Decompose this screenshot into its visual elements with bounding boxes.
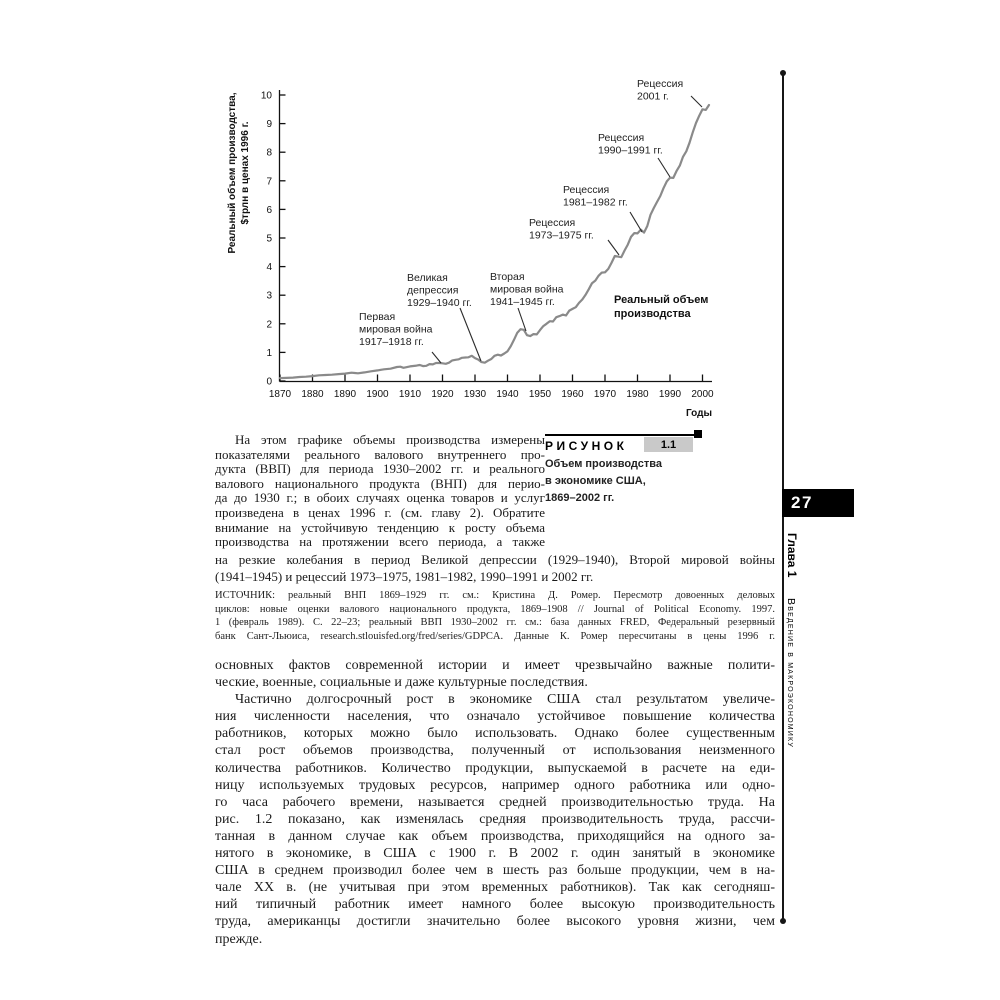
x-tick-label: 2000	[691, 389, 714, 400]
text-line: да до 1930 г.; в обоих случаях оценка товаров и услуг	[215, 490, 545, 506]
text-line: основных фактов современной истории и имеет чрезвычайно важные полити-	[215, 658, 775, 673]
chart-annotation: Рецессия	[637, 78, 684, 90]
text-line: 1 (февраль 1989). С. 22–23; реальный ВВП 1930–2002 гг. см.: база данных FRED, Федеральный резервный	[215, 617, 775, 629]
source-note	[215, 589, 775, 644]
text-line: нятого в экономике, в США с 1900 г. В 2002 г. один занятый в экономике	[215, 846, 775, 862]
y-tick-label: 7	[266, 176, 272, 188]
figure-rule-end-marker	[694, 430, 702, 438]
x-tick-label: 1940	[496, 389, 519, 400]
figure-caption	[545, 456, 715, 507]
text-line: показателями реального валового внутреннего про-	[215, 446, 545, 462]
figure-rule	[545, 434, 698, 436]
y-axis-title	[226, 92, 251, 253]
y-tick-label: 4	[266, 262, 272, 274]
y-tick-label: 6	[266, 204, 272, 216]
annotation-pointer	[460, 308, 481, 361]
text-line: труда, американцы достигли значительно более высокого уровня жизни, чем	[215, 914, 775, 930]
sidebar-rule-top-dot	[780, 70, 786, 76]
svg-text:$трлн в ценах 1996 г.: $трлн в ценах 1996 г.	[240, 121, 251, 225]
text-line: танная в данном случае как объем производства, приходящийся на одного за-	[215, 828, 775, 844]
annotation-pointer	[608, 240, 619, 255]
text-line: прежде.	[215, 931, 263, 947]
x-tick-label: 1930	[463, 389, 487, 400]
chart-annotation: производства	[614, 308, 691, 320]
text-line: го часа рабочего времени, называется средней производительностью труда. На	[215, 794, 775, 810]
y-tick-label: 2	[266, 319, 272, 331]
text-line: банк Сант-Льюиса, research.stlouisfed.org/fred/series/GDPCA. Данные К. Ромер пересчитаны в цены 1996 г.	[215, 631, 775, 643]
paragraph	[215, 691, 775, 947]
text-line: количества работников. Количество продукции, выпускаемой в расчете на еди-	[215, 760, 775, 776]
chart-annotation: Первая	[359, 311, 396, 323]
text-line: в экономике США,	[545, 475, 646, 487]
annotation-pointer	[518, 308, 526, 331]
chart-annotation: 1990–1991 гг.	[598, 144, 663, 157]
chart-annotation: 2001 г.	[637, 90, 669, 103]
chart-annotation: 1929–1940 гг.	[407, 297, 472, 309]
chapter-label: Глава 1	[785, 533, 799, 578]
y-tick-label: 5	[266, 233, 272, 245]
chart-annotation: Реальный объем	[614, 294, 709, 306]
figure-label: РИСУНОК	[545, 439, 628, 453]
annotation-pointer	[432, 352, 441, 363]
chart-annotation: мировая война	[359, 323, 433, 336]
chart-annotation: Великая	[407, 272, 448, 284]
svg-text:Реальный объем производства,: Реальный объем производства,	[227, 92, 238, 254]
chart-annotation: 1973–1975 гг.	[529, 229, 594, 242]
body-text	[215, 657, 775, 948]
x-tick-label: 1950	[528, 389, 552, 400]
x-axis-title: Годы	[685, 408, 712, 419]
chart-annotation: Рецессия	[563, 184, 610, 196]
text-line: ИСТОЧНИК: реальный ВНП 1869–1929 гг. см.: Кристина Д. Ромер. Пересмотр довоенных деловых	[215, 590, 775, 601]
text-line: США в среднем производил более чем в шесть раз больше продукции, чем в на-	[215, 863, 775, 879]
text-line: На этом графике объемы производства измерены	[235, 432, 545, 447]
text-line: ницу используемых трудовых ресурсов, например одного работника или одно-	[215, 777, 775, 793]
text-line: внимание на устойчивую тенденцию к росту объема	[215, 519, 545, 535]
y-tick-label: 9	[266, 119, 272, 131]
page-number: 27	[782, 489, 854, 517]
x-tick-label: 1880	[301, 389, 324, 400]
text-line: на резкие колебания в период Великой депрессии (1929–1940), Второй мировой войны	[215, 552, 775, 567]
annotation-pointer	[691, 96, 702, 107]
chart-annotation: Рецессия	[529, 217, 576, 229]
x-tick-label: 1970	[593, 389, 617, 400]
text-line: Частично долгосрочный рост в экономике США стал результатом увеличе-	[235, 692, 775, 708]
text-line: стал рост объемов производства, полученный от использования неизменного	[215, 743, 775, 759]
x-tick-label: 1900	[366, 389, 389, 400]
chart-annotation: мировая война	[490, 283, 564, 296]
y-tick-label: 1	[266, 347, 272, 359]
y-tick-label: 3	[266, 290, 272, 302]
text-line: Объем производства	[545, 458, 662, 470]
chart-annotation: Вторая	[490, 271, 525, 283]
text-line: 1869–2002 гг.	[545, 492, 615, 504]
text-line: рис. 1.2 показано, как изменялась средняя производительность труда, рассчи-	[215, 811, 775, 827]
text-line: ческие, военные, социальные и даже культурные последствия.	[215, 675, 588, 691]
text-line: циклов: новые оценки валового национального продукта, 1869–1908 // Journal of Political Economy. 1997.	[215, 603, 775, 615]
chart-annotation: 1917–1918 гг.	[359, 336, 424, 348]
x-tick-label: 1990	[658, 389, 682, 400]
annotation-pointer	[658, 158, 670, 177]
sidebar-rule-bottom-dot	[780, 918, 786, 924]
chart-annotation: 1981–1982 гг.	[563, 196, 628, 209]
y-tick-label: 0	[266, 376, 272, 388]
text-line: произведена в ценах 1996 г. (см. главу 2). Обратите	[215, 504, 545, 520]
text-line: валового национального продукта (ВНП) для перио-	[215, 475, 545, 491]
text-line: дукта (ВВП) для периода 1930–2002 гг. и реального	[215, 461, 545, 477]
x-tick-label: 1910	[398, 389, 422, 400]
figure-number-badge: 1.1	[644, 437, 693, 452]
text-line: чале XX в. (не учитывая при этом временных работников). Так как сегодняш-	[215, 880, 775, 896]
chapter-title: Введение в макроэкономику	[785, 598, 797, 748]
x-tick-label: 1870	[268, 389, 292, 400]
x-tick-label: 1890	[333, 389, 357, 400]
text-line: производства на протяжении всего периода, а также	[215, 534, 545, 550]
text-line: (1941–1945) и рецессий 1973–1975, 1981–1982, 1990–1991 и 2002 гг.	[215, 569, 594, 584]
x-tick-label: 1920	[431, 389, 454, 400]
text-line: ния численности населения, что означало устойчивое повышение количества	[215, 709, 775, 725]
text-line: ний типичный работник имеет намного более высокую производительность	[215, 897, 775, 913]
annotation-pointer	[630, 212, 642, 232]
x-tick-label: 1960	[561, 389, 584, 400]
chart-annotation: депрессия	[407, 284, 459, 297]
chart-annotation: 1941–1945 гг.	[490, 296, 555, 308]
y-tick-label: 8	[266, 147, 272, 159]
chart-annotation: Рецессия	[598, 132, 645, 144]
figure-description-wide	[215, 551, 775, 585]
x-tick-label: 1980	[626, 389, 649, 400]
output-chart	[215, 60, 725, 430]
figure-description-narrow	[215, 433, 545, 550]
y-tick-label: 10	[260, 90, 272, 102]
paragraph	[215, 657, 775, 691]
text-line: работников, которых можно было использовать. Однако более существенным	[215, 726, 775, 742]
